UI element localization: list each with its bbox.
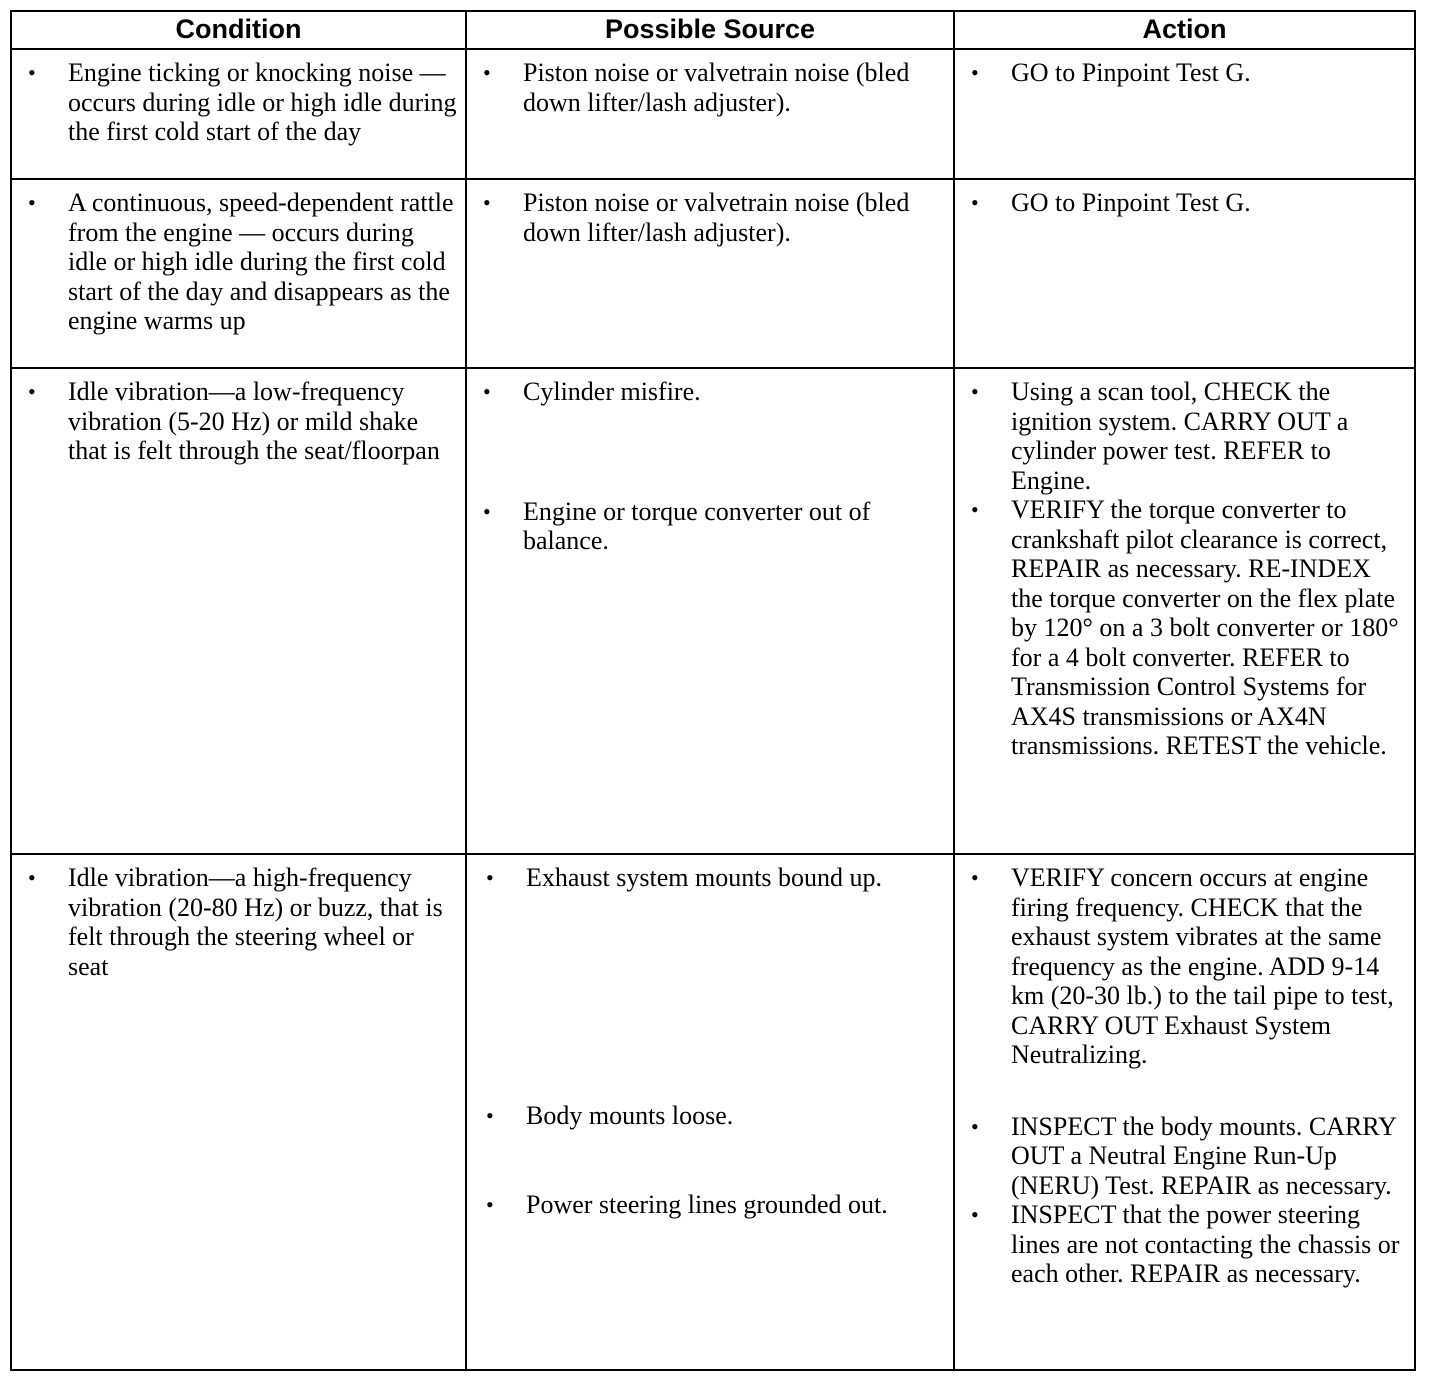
action-text: VERIFY the torque converter to crankshaft pilot clearance is correct, REPAIR as necessary. RE-INDEX the torque converter on the flex plate by 120° on a 3 bolt converter or 180° for a 4 bolt converter. REFER to Transmission Control Systems for AX4S transmissions or AX4N transmissions. RETEST the vehicle. (1011, 495, 1399, 760)
bullet-icon: • (971, 1202, 979, 1227)
bullet-icon: • (971, 60, 979, 85)
source-cell (466, 49, 954, 179)
action-text: Using a scan tool, CHECK the ignition system. CARRY OUT a cylinder power test. REFER to Engine. (1011, 377, 1349, 495)
bullet-icon: • (971, 497, 979, 522)
bullet-icon: • (28, 60, 36, 85)
condition-text: Idle vibration—a low-frequency vibration (5-20 Hz) or mild shake that is felt through the seat/floorpan (68, 377, 440, 465)
bullet-icon: • (486, 1102, 494, 1128)
bullet-icon: • (971, 1113, 979, 1139)
bullet-icon: • (486, 865, 494, 890)
condition-cell (11, 179, 466, 368)
condition-text: Idle vibration—a high-frequency vibration (20-80 Hz) or buzz, that is felt through the steering wheel or seat (68, 863, 443, 981)
condition-text: Engine ticking or knocking noise — occurs during idle or high idle during the first cold start of the day (68, 58, 457, 146)
list-item (477, 1101, 947, 1131)
list-item (965, 377, 1408, 495)
list-item (22, 863, 459, 981)
table-row (11, 49, 1415, 179)
table-row (11, 368, 1415, 854)
action-text: VERIFY concern occurs at engine firing frequency. CHECK that the exhaust system vibrates at the same frequency as the engine. ADD 9-14 km (20-30 lb.) to the tail pipe to test, CARRY OUT Exhaust System Neutralizing. (1011, 863, 1394, 1069)
action-text: GO to Pinpoint Test G. (1011, 188, 1251, 217)
action-cell (954, 49, 1415, 179)
bullet-icon: • (483, 60, 491, 85)
list-item (477, 188, 947, 247)
list-item (965, 188, 1408, 218)
list-item (22, 188, 459, 336)
list-item (22, 58, 459, 147)
list-item (965, 1200, 1408, 1289)
bullet-icon: • (483, 190, 491, 215)
list-item (965, 495, 1408, 761)
action-text: INSPECT that the power steering lines are not contacting the chassis or each other. REPAIR as necessary. (1011, 1200, 1400, 1288)
bullet-icon: • (28, 865, 36, 890)
action-text: GO to Pinpoint Test G. (1011, 58, 1251, 87)
condition-cell (11, 368, 466, 854)
action-cell (954, 854, 1415, 1370)
table-row (11, 179, 1415, 368)
source-cell (466, 854, 954, 1370)
source-cell (466, 179, 954, 368)
header-row (11, 11, 1415, 49)
source-text: Body mounts loose. (526, 1100, 734, 1130)
list-item (965, 863, 1408, 1070)
bullet-icon: • (28, 190, 36, 215)
action-cell (954, 179, 1415, 368)
bullet-icon: • (483, 498, 491, 524)
list-item (965, 58, 1408, 88)
source-text: Engine or torque converter out of balance. (523, 496, 871, 555)
header-condition: Condition (11, 11, 466, 49)
list-item (22, 377, 459, 466)
bullet-icon: • (971, 190, 979, 215)
header-possible-source: Possible Source (466, 11, 954, 49)
list-item (477, 863, 947, 893)
source-text: Piston noise or valvetrain noise (bled down lifter/lash adjuster). (523, 58, 910, 117)
list-item (477, 377, 947, 407)
condition-text: A continuous, speed-dependent rattle from the engine — occurs during idle or high idle during the first cold start of the day and disappears as the engine warms up (68, 188, 454, 335)
list-item (477, 1190, 947, 1220)
list-item (477, 497, 947, 556)
bullet-icon: • (28, 379, 36, 404)
bullet-icon: • (971, 865, 979, 890)
source-text: Cylinder misfire. (523, 377, 701, 406)
diagnosis-table (10, 10, 1416, 1371)
source-cell (466, 368, 954, 854)
list-item (477, 58, 947, 117)
action-cell (954, 368, 1415, 854)
action-text: INSPECT the body mounts. CARRY OUT a Neutral Engine Run-Up (NERU) Test. REPAIR as necessary. (1011, 1111, 1396, 1200)
list-item (965, 1112, 1408, 1201)
source-text: Exhaust system mounts bound up. (526, 863, 883, 892)
bullet-icon: • (483, 379, 491, 404)
source-text: Piston noise or valvetrain noise (bled down lifter/lash adjuster). (523, 188, 910, 247)
condition-cell (11, 49, 466, 179)
condition-cell (11, 854, 466, 1370)
bullet-icon: • (971, 379, 979, 404)
header-action: Action (954, 11, 1415, 49)
source-text: Power steering lines grounded out. (526, 1190, 888, 1219)
bullet-icon: • (486, 1192, 494, 1217)
table-row (11, 854, 1415, 1370)
